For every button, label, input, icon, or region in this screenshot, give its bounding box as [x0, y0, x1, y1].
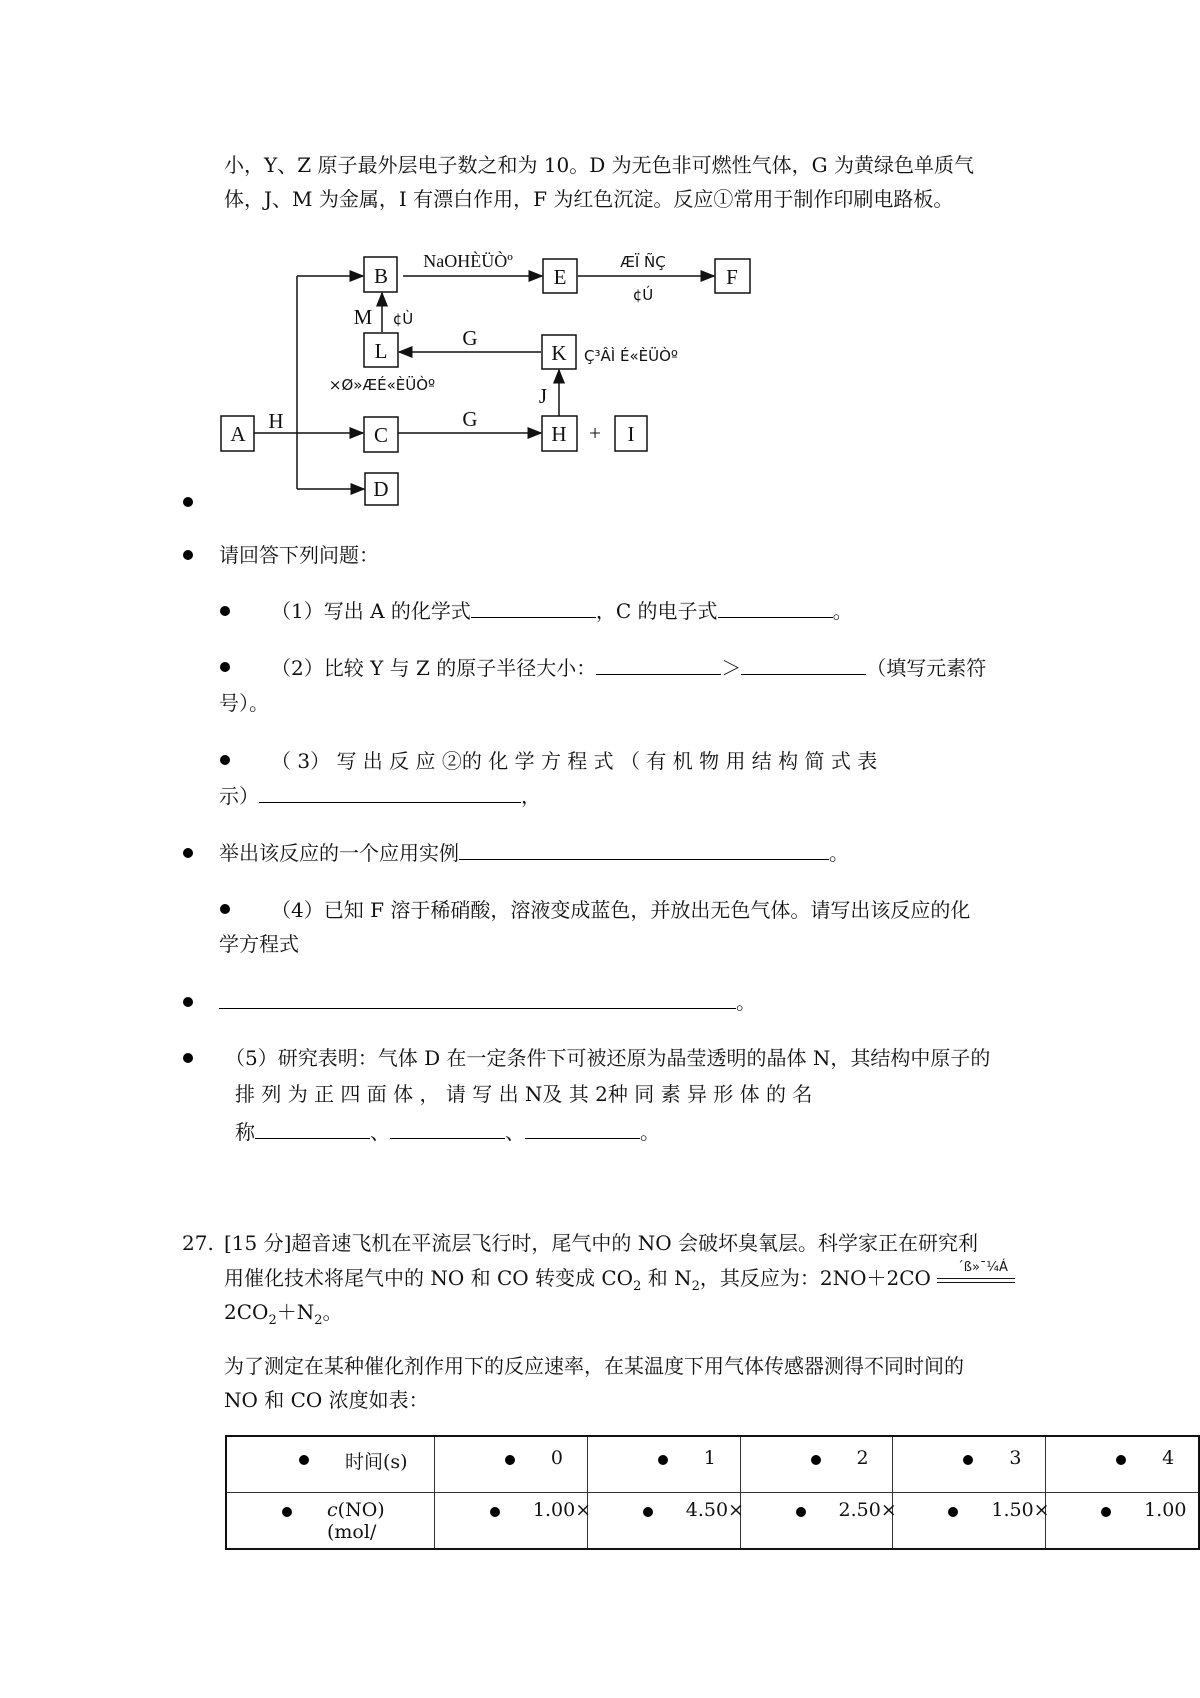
- q27-line-3: [224, 1300, 343, 1333]
- q1-text: （1）写出 A 的化学式: [271, 599, 471, 623]
- q27-para-2: NO 和 CO 浓度如表：: [224, 1388, 429, 1412]
- q2-text: （2）比较 Y 与 Z 的原子半径大小：: [271, 656, 597, 680]
- q5-end: 。: [640, 1120, 660, 1144]
- question-27-number: 27.: [182, 1231, 214, 1255]
- q4-end: 。: [736, 990, 756, 1014]
- subscript: 2: [633, 1279, 642, 1294]
- q3-line-2: [219, 784, 541, 808]
- q27-text-d: 2CO: [224, 1300, 269, 1324]
- header-cell: 2: [856, 1447, 869, 1469]
- bullet: [183, 997, 193, 1007]
- node-h: H: [551, 422, 567, 446]
- q4-answer-line: [219, 990, 756, 1014]
- subscript: 2: [268, 1313, 277, 1328]
- node-i: I: [627, 422, 635, 446]
- label-k-note: Ç³ÂÌ É«ÈÜÒº: [584, 347, 678, 365]
- node-c: C: [373, 423, 389, 447]
- q27-line-1: [15 分]超音速飞机在平流层飞行时，尾气中的 NO 会破坏臭氧层。科学家正在研究利: [224, 1231, 979, 1255]
- header-cell: 4: [1162, 1447, 1175, 1469]
- q27-text-e: ＋N: [276, 1300, 315, 1324]
- bullet: [220, 606, 230, 616]
- table-cell: 1.50×: [991, 1499, 1050, 1521]
- intro-line-1: 小，Y、Z 原子最外层电子数之和为 10。D 为无色非可燃性气体，G 为黄绿色单质气: [224, 153, 974, 177]
- q1-text-b: ，C 的电子式: [595, 599, 718, 623]
- reaction-diagram: [0, 0, 800, 520]
- q3-app-end: 。: [829, 841, 849, 865]
- row-label: [327, 1499, 434, 1543]
- separator: 、: [505, 1120, 525, 1144]
- label-m: M: [353, 305, 373, 329]
- label-j: J: [538, 384, 548, 408]
- q5-text-c: 称: [235, 1120, 255, 1144]
- q3-end: ，: [521, 784, 541, 808]
- concentration-table: [225, 1435, 1200, 1550]
- answer-blank-c-electron[interactable]: [718, 599, 833, 618]
- bullet: [183, 497, 193, 507]
- q3-application: [219, 841, 849, 865]
- label-b-e: NaOHÈÜÒº: [423, 251, 513, 271]
- label-plus: +: [589, 421, 601, 445]
- answer-blank-y[interactable]: [596, 656, 721, 675]
- table-cell: 4.50×: [685, 1499, 744, 1521]
- bullet: [183, 848, 193, 858]
- answer-blank-name-3[interactable]: [525, 1120, 640, 1139]
- subscript: 2: [691, 1279, 700, 1294]
- question-4: （4）已知 F 溶于稀硝酸，溶液变成蓝色，并放出无色气体。请写出该反应的化: [271, 898, 971, 922]
- bullet: [183, 1053, 193, 1063]
- node-f: F: [726, 265, 738, 289]
- q27-line-2: [224, 1259, 1015, 1299]
- subscript: 2: [314, 1313, 323, 1328]
- q5-line-2: 排 列 为 正 四 面 体 ， 请 写 出 N及 其 2种 同 素 异 形 体 的 名: [235, 1082, 813, 1106]
- node-k: K: [551, 341, 567, 365]
- q1-end: 。: [832, 599, 853, 623]
- q27-text-c: ，其反应为：2NO＋2CO: [699, 1266, 931, 1290]
- question-2: [271, 656, 986, 680]
- header-cell: 1: [703, 1447, 716, 1469]
- bullet: [220, 904, 230, 914]
- row-label-text: (NO)(mol/: [327, 1499, 385, 1543]
- label-reaction-1: ¢Ù: [392, 310, 414, 328]
- q4-line-2: 学方程式: [219, 932, 299, 956]
- table-cell: 1.00×: [532, 1499, 592, 1521]
- q27-text-a: 用催化技术将尾气中的 NO 和 CO 转变成 CO: [224, 1266, 634, 1290]
- header-cell: 时间(s): [345, 1451, 408, 1473]
- label-e-f-bottom: ¢Ú: [632, 286, 654, 304]
- bullet: [183, 550, 193, 560]
- node-l: L: [374, 339, 388, 363]
- question-1: [271, 599, 853, 623]
- q5-line-3: [235, 1120, 660, 1144]
- q3-app-text: 举出该反应的一个应用实例: [219, 841, 459, 865]
- bullet: [220, 755, 230, 765]
- header-cell: 0: [550, 1447, 564, 1469]
- intro-line-2: 体，J、M 为金属，I 有漂白作用，F 为红色沉淀。反应①常用于制作印刷电路板。: [224, 187, 954, 211]
- label-c-h: G: [462, 407, 478, 431]
- node-d: D: [373, 477, 389, 501]
- answer-blank-application[interactable]: [459, 841, 829, 860]
- answer-blank-equation-4[interactable]: [219, 990, 736, 1009]
- label-a-c: H: [268, 409, 284, 433]
- questions-prompt: 请回答下列问题：: [219, 543, 379, 567]
- table-row: [226, 1493, 1199, 1550]
- q2-gt: ＞: [721, 656, 742, 680]
- node-e: E: [553, 265, 567, 289]
- node-b: B: [373, 264, 389, 288]
- answer-blank-equation-2[interactable]: [259, 784, 521, 803]
- label-e-f-top: ÆÏ ÑÇ: [620, 253, 666, 271]
- q2-line-2: 号）。: [219, 691, 269, 715]
- q27-para-1: 为了测定在某种催化剂作用下的反应速率，在某温度下用气体传感器测得不同时间的: [224, 1354, 964, 1378]
- equilibrium-arrow: [937, 1259, 1015, 1290]
- node-a: A: [230, 422, 246, 446]
- question-5: （5）研究表明：气体 D 在一定条件下可被还原为晶莹透明的晶体 N，其结构中原子的: [225, 1046, 991, 1070]
- label-l-note: ×Ø»ÆÉ«ÈÜÒº: [328, 376, 436, 394]
- separator: 、: [370, 1120, 390, 1144]
- catalyst-label: ´ß»¯¼Á: [957, 1259, 1008, 1275]
- table-cell: 1.00: [1144, 1499, 1187, 1521]
- answer-blank-z[interactable]: [741, 656, 866, 675]
- q2-text-b: （填写元素符: [866, 656, 987, 680]
- answer-blank-a-formula[interactable]: [471, 599, 596, 618]
- answer-blank-name-2[interactable]: [390, 1120, 505, 1139]
- question-3: （ 3） 写 出 反 应 ②的 化 学 方 程 式 （ 有 机 物 用 结 构 简 式 表: [271, 749, 878, 773]
- q27-text-f: 。: [322, 1300, 343, 1324]
- q27-text-b: 和 N: [641, 1266, 692, 1290]
- bullet: [220, 662, 230, 672]
- answer-blank-name-1[interactable]: [255, 1120, 370, 1139]
- q3-text-b: 示）: [219, 784, 259, 808]
- header-cell: 3: [1009, 1447, 1022, 1469]
- row-label-italic: c: [327, 1499, 338, 1521]
- table-cell: 2.50×: [838, 1499, 897, 1521]
- table-header-row: [226, 1436, 1199, 1493]
- label-k-l: G: [462, 326, 478, 350]
